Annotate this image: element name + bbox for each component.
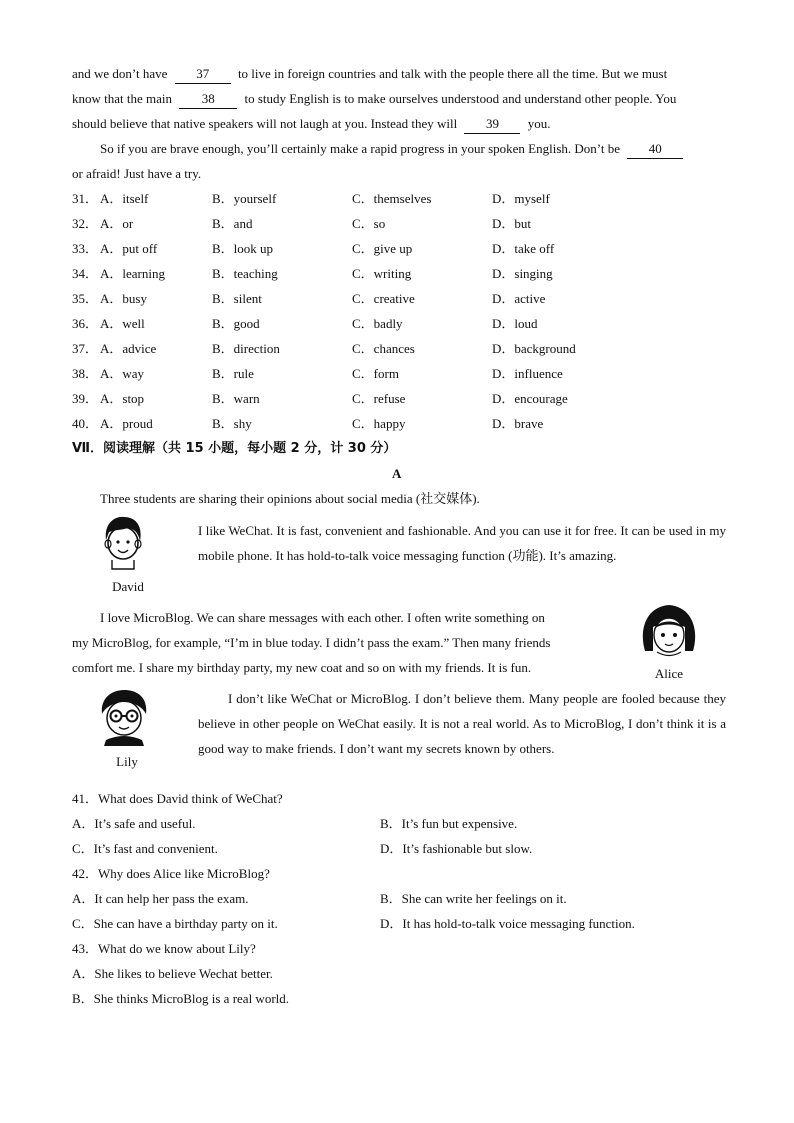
lily-text: I don’t like WeChat or MicroBlog. I don’t believe them. Many people are fooled because they believe in other people on WeChat easily. It is not a real world. As to MicroBlog, I don’t think it is a good way to make friends. I don’t want my secrets known by others. <box>198 691 726 756</box>
option-row-36: 36． A．well B．good C．badly D．loud <box>72 316 538 331</box>
passage-line-4: So if you are brave enough, you’ll certainly make a rapid progress in your spoken English. Don’t be 40 <box>100 136 683 161</box>
q42-option-d[interactable]: D．It has hold-to-talk voice messaging function. <box>380 916 635 931</box>
david-caption: David <box>112 579 144 594</box>
option-row-40: 40． A．proud B．shy C．happy D．brave <box>72 416 544 431</box>
q42-stem: 42．Why does Alice like MicroBlog? <box>72 866 270 881</box>
q41-stem: 41．What does David think of WeChat? <box>72 791 283 806</box>
alice-avatar-icon <box>637 601 701 661</box>
q42-option-b[interactable]: B．She can write her feelings on it. <box>380 891 567 906</box>
option-row-37: 37． A．advice B．direction C．chances D．background <box>72 341 576 356</box>
lily-avatar-icon <box>96 688 152 746</box>
alice-line-3: comfort me. I share my birthday party, my new coat and so on with my friends. It is fun. <box>72 660 532 675</box>
part-label: A <box>392 466 402 481</box>
alice-line-2: my MicroBlog, for example, “I’m in blue today. I didn’t pass the exam.” Then many friends <box>72 635 551 650</box>
option-row-34: 34． A．learning B．teaching C．writing D．singing <box>72 266 553 281</box>
alice-caption: Alice <box>654 666 684 681</box>
q42-option-c[interactable]: C．She can have a birthday party on it. <box>72 916 278 931</box>
q41-option-c[interactable]: C．It’s fast and convenient. <box>72 841 218 856</box>
q41-option-d[interactable]: D．It’s fashionable but slow. <box>380 841 533 856</box>
passage-line-1: and we don’t have 37 to live in foreign countries and talk with the people there all the time. But we must <box>72 61 667 86</box>
option-row-38: 38． A．way B．rule C．form D．influence <box>72 366 563 381</box>
david-avatar-icon <box>98 514 148 570</box>
lily-caption: Lily <box>116 754 138 769</box>
passage-line-2: know that the main 38 to study English is to make ourselves understood and understand other people. You <box>72 86 676 111</box>
q43-option-b[interactable]: B．She thinks MicroBlog is a real world. <box>72 991 290 1006</box>
section-heading: Ⅶ．阅读理解（共 15 小题，每小题 2 分，计 30 分） <box>72 441 397 456</box>
q43-stem: 43．What do we know about Lily? <box>72 941 256 956</box>
blank-39: 39 <box>464 115 520 134</box>
option-row-35: 35． A．busy B．silent C．creative D．active <box>72 291 546 306</box>
option-row-31: 31． A．itself B．yourself C．themselves D．myself <box>72 191 550 206</box>
blank-37: 37 <box>175 65 231 84</box>
passage-line-3: should believe that native speakers will not laugh at you. Instead they will 39 you. <box>72 111 550 136</box>
blank-40: 40 <box>627 140 683 159</box>
q41-option-b[interactable]: B．It’s fun but expensive. <box>380 816 518 831</box>
alice-line-1: I love MicroBlog. We can share messages with each other. I often write something on <box>100 610 545 625</box>
q43-option-a[interactable]: A．She likes to believe Wechat better. <box>72 966 273 981</box>
q42-option-a[interactable]: A．It can help her pass the exam. <box>72 891 249 906</box>
q41-option-a[interactable]: A．It’s safe and useful. <box>72 816 196 831</box>
passage-line-5: or afraid! Just have a try. <box>72 166 202 181</box>
option-row-33: 33． A．put off B．look up C．give up D．take off <box>72 241 555 256</box>
option-row-39: 39． A．stop B．warn C．refuse D．encourage <box>72 391 568 406</box>
blank-38: 38 <box>179 90 237 109</box>
option-row-32: 32． A．or B．and C．so D．but <box>72 216 532 231</box>
intro-text: Three students are sharing their opinions about social media (社交媒体). <box>100 491 480 506</box>
david-text: I like WeChat. It is fast, convenient and fashionable. And you can use it for free. It can be used in my mobile phone. It has hold-to-talk voice messaging function (功能). It’s amazing. <box>198 523 726 563</box>
